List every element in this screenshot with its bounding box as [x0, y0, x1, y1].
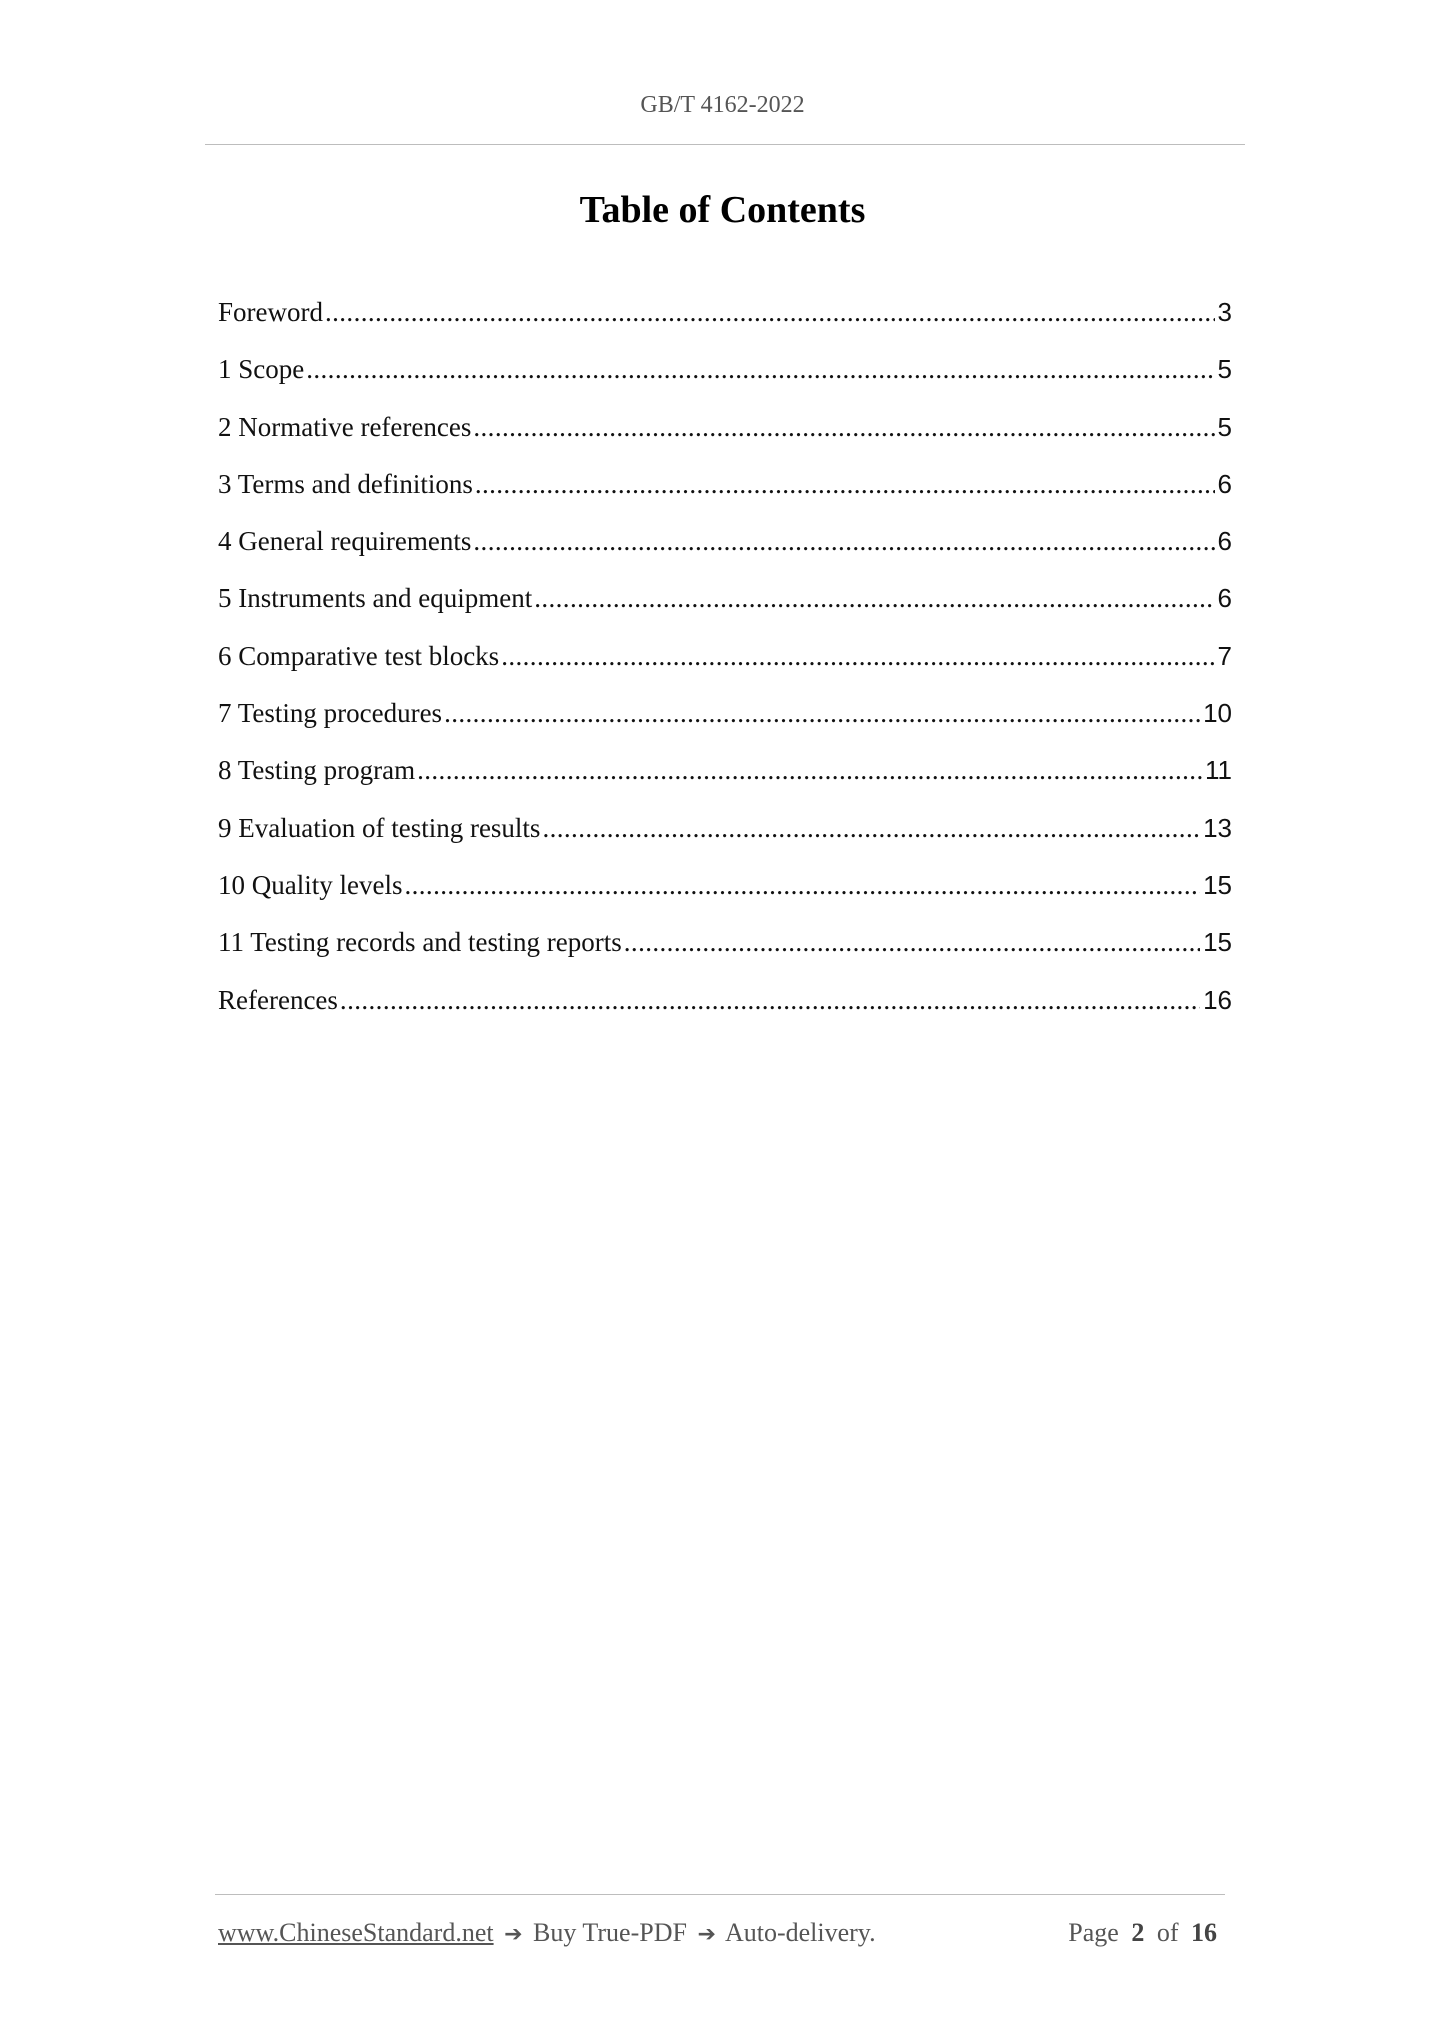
toc-page-number: 7: [1217, 640, 1232, 671]
toc-entry-terms-and-definitions[interactable]: [218, 469, 1232, 526]
toc-dot-leader: [306, 354, 1214, 385]
toc-dot-leader: [473, 526, 1214, 557]
toc-page-number: 16: [1203, 984, 1232, 1015]
toc-page-number: 3: [1217, 297, 1232, 327]
toc-page-number: 6: [1217, 526, 1232, 557]
toc-dot-leader: [340, 985, 1200, 1016]
toc-page-number: 6: [1217, 583, 1232, 614]
toc-dot-leader: [501, 641, 1214, 672]
table-of-contents: [218, 297, 1232, 1042]
toc-page-number: 13: [1203, 812, 1232, 843]
toc-entry-label: 8 Testing program: [218, 755, 416, 786]
footer-promo: [218, 1918, 876, 1948]
toc-entry-evaluation-of-testing-results[interactable]: [218, 813, 1232, 870]
toc-entry-label: Foreword: [218, 297, 323, 327]
document-header-id: GB/T 4162-2022: [640, 92, 805, 118]
toc-entry-scope[interactable]: [218, 354, 1232, 411]
of-word: of: [1156, 1918, 1179, 1947]
arrow-right-icon: ➔: [697, 1922, 716, 1947]
toc-page-number: 6: [1217, 468, 1232, 499]
toc-entry-instruments-and-equipment[interactable]: [218, 583, 1232, 640]
toc-entry-label: 7 Testing procedures: [218, 698, 443, 729]
current-page-number: 2: [1131, 1918, 1145, 1947]
toc-entry-foreword[interactable]: [218, 297, 1232, 354]
toc-entry-testing-records-and-reports[interactable]: [218, 927, 1232, 984]
toc-entry-label: 5 Instruments and equipment: [218, 583, 533, 614]
toc-page-number: 5: [1217, 411, 1232, 442]
toc-page-number: 15: [1203, 927, 1232, 958]
toc-entry-label: 9 Evaluation of testing results: [218, 812, 541, 843]
page-title: Table of Contents: [579, 189, 866, 231]
page-indicator: [1068, 1918, 1223, 1948]
arrow-right-icon: ➔: [504, 1922, 523, 1947]
toc-entry-label: 10 Quality levels: [218, 869, 403, 900]
toc-dot-leader: [534, 583, 1214, 614]
toc-dot-leader: [473, 412, 1214, 443]
toc-entry-label: 11 Testing records and testing reports: [218, 927, 622, 958]
toc-entry-comparative-test-blocks[interactable]: [218, 641, 1232, 698]
toc-entry-label: 1 Scope: [218, 354, 305, 385]
page-word: Page: [1068, 1918, 1119, 1947]
toc-entry-general-requirements[interactable]: [218, 526, 1232, 583]
website-link[interactable]: www.ChineseStandard.net: [218, 1918, 494, 1947]
toc-entry-normative-references[interactable]: [218, 412, 1232, 469]
toc-page-number: 11: [1205, 755, 1232, 786]
toc-dot-leader: [404, 870, 1200, 901]
toc-page-number: 5: [1217, 354, 1232, 385]
toc-dot-leader: [624, 927, 1200, 958]
toc-page-number: 15: [1203, 869, 1232, 900]
toc-dot-leader: [542, 813, 1200, 844]
toc-dot-leader: [444, 698, 1200, 729]
toc-page-number: 10: [1203, 698, 1232, 729]
toc-entry-label: 4 General requirements: [218, 526, 472, 557]
toc-entry-testing-program[interactable]: [218, 755, 1232, 812]
toc-dot-leader: [475, 469, 1215, 500]
buy-true-pdf-text: Buy True-PDF: [533, 1918, 687, 1947]
toc-dot-leader: [417, 755, 1202, 786]
toc-entry-label: References: [218, 984, 338, 1015]
toc-dot-leader: [325, 297, 1215, 328]
total-pages-number: 16: [1191, 1918, 1217, 1947]
toc-entry-testing-procedures[interactable]: [218, 698, 1232, 755]
auto-delivery-text: Auto-delivery.: [724, 1918, 876, 1947]
toc-entry-references[interactable]: [218, 985, 1232, 1042]
toc-entry-label: 2 Normative references: [218, 411, 472, 442]
header-divider: [205, 144, 1245, 145]
toc-entry-label: 3 Terms and definitions: [218, 468, 473, 499]
toc-entry-quality-levels[interactable]: [218, 870, 1232, 927]
page-footer: [218, 1918, 1223, 1948]
toc-entry-label: 6 Comparative test blocks: [218, 640, 500, 671]
footer-divider: [215, 1894, 1225, 1895]
